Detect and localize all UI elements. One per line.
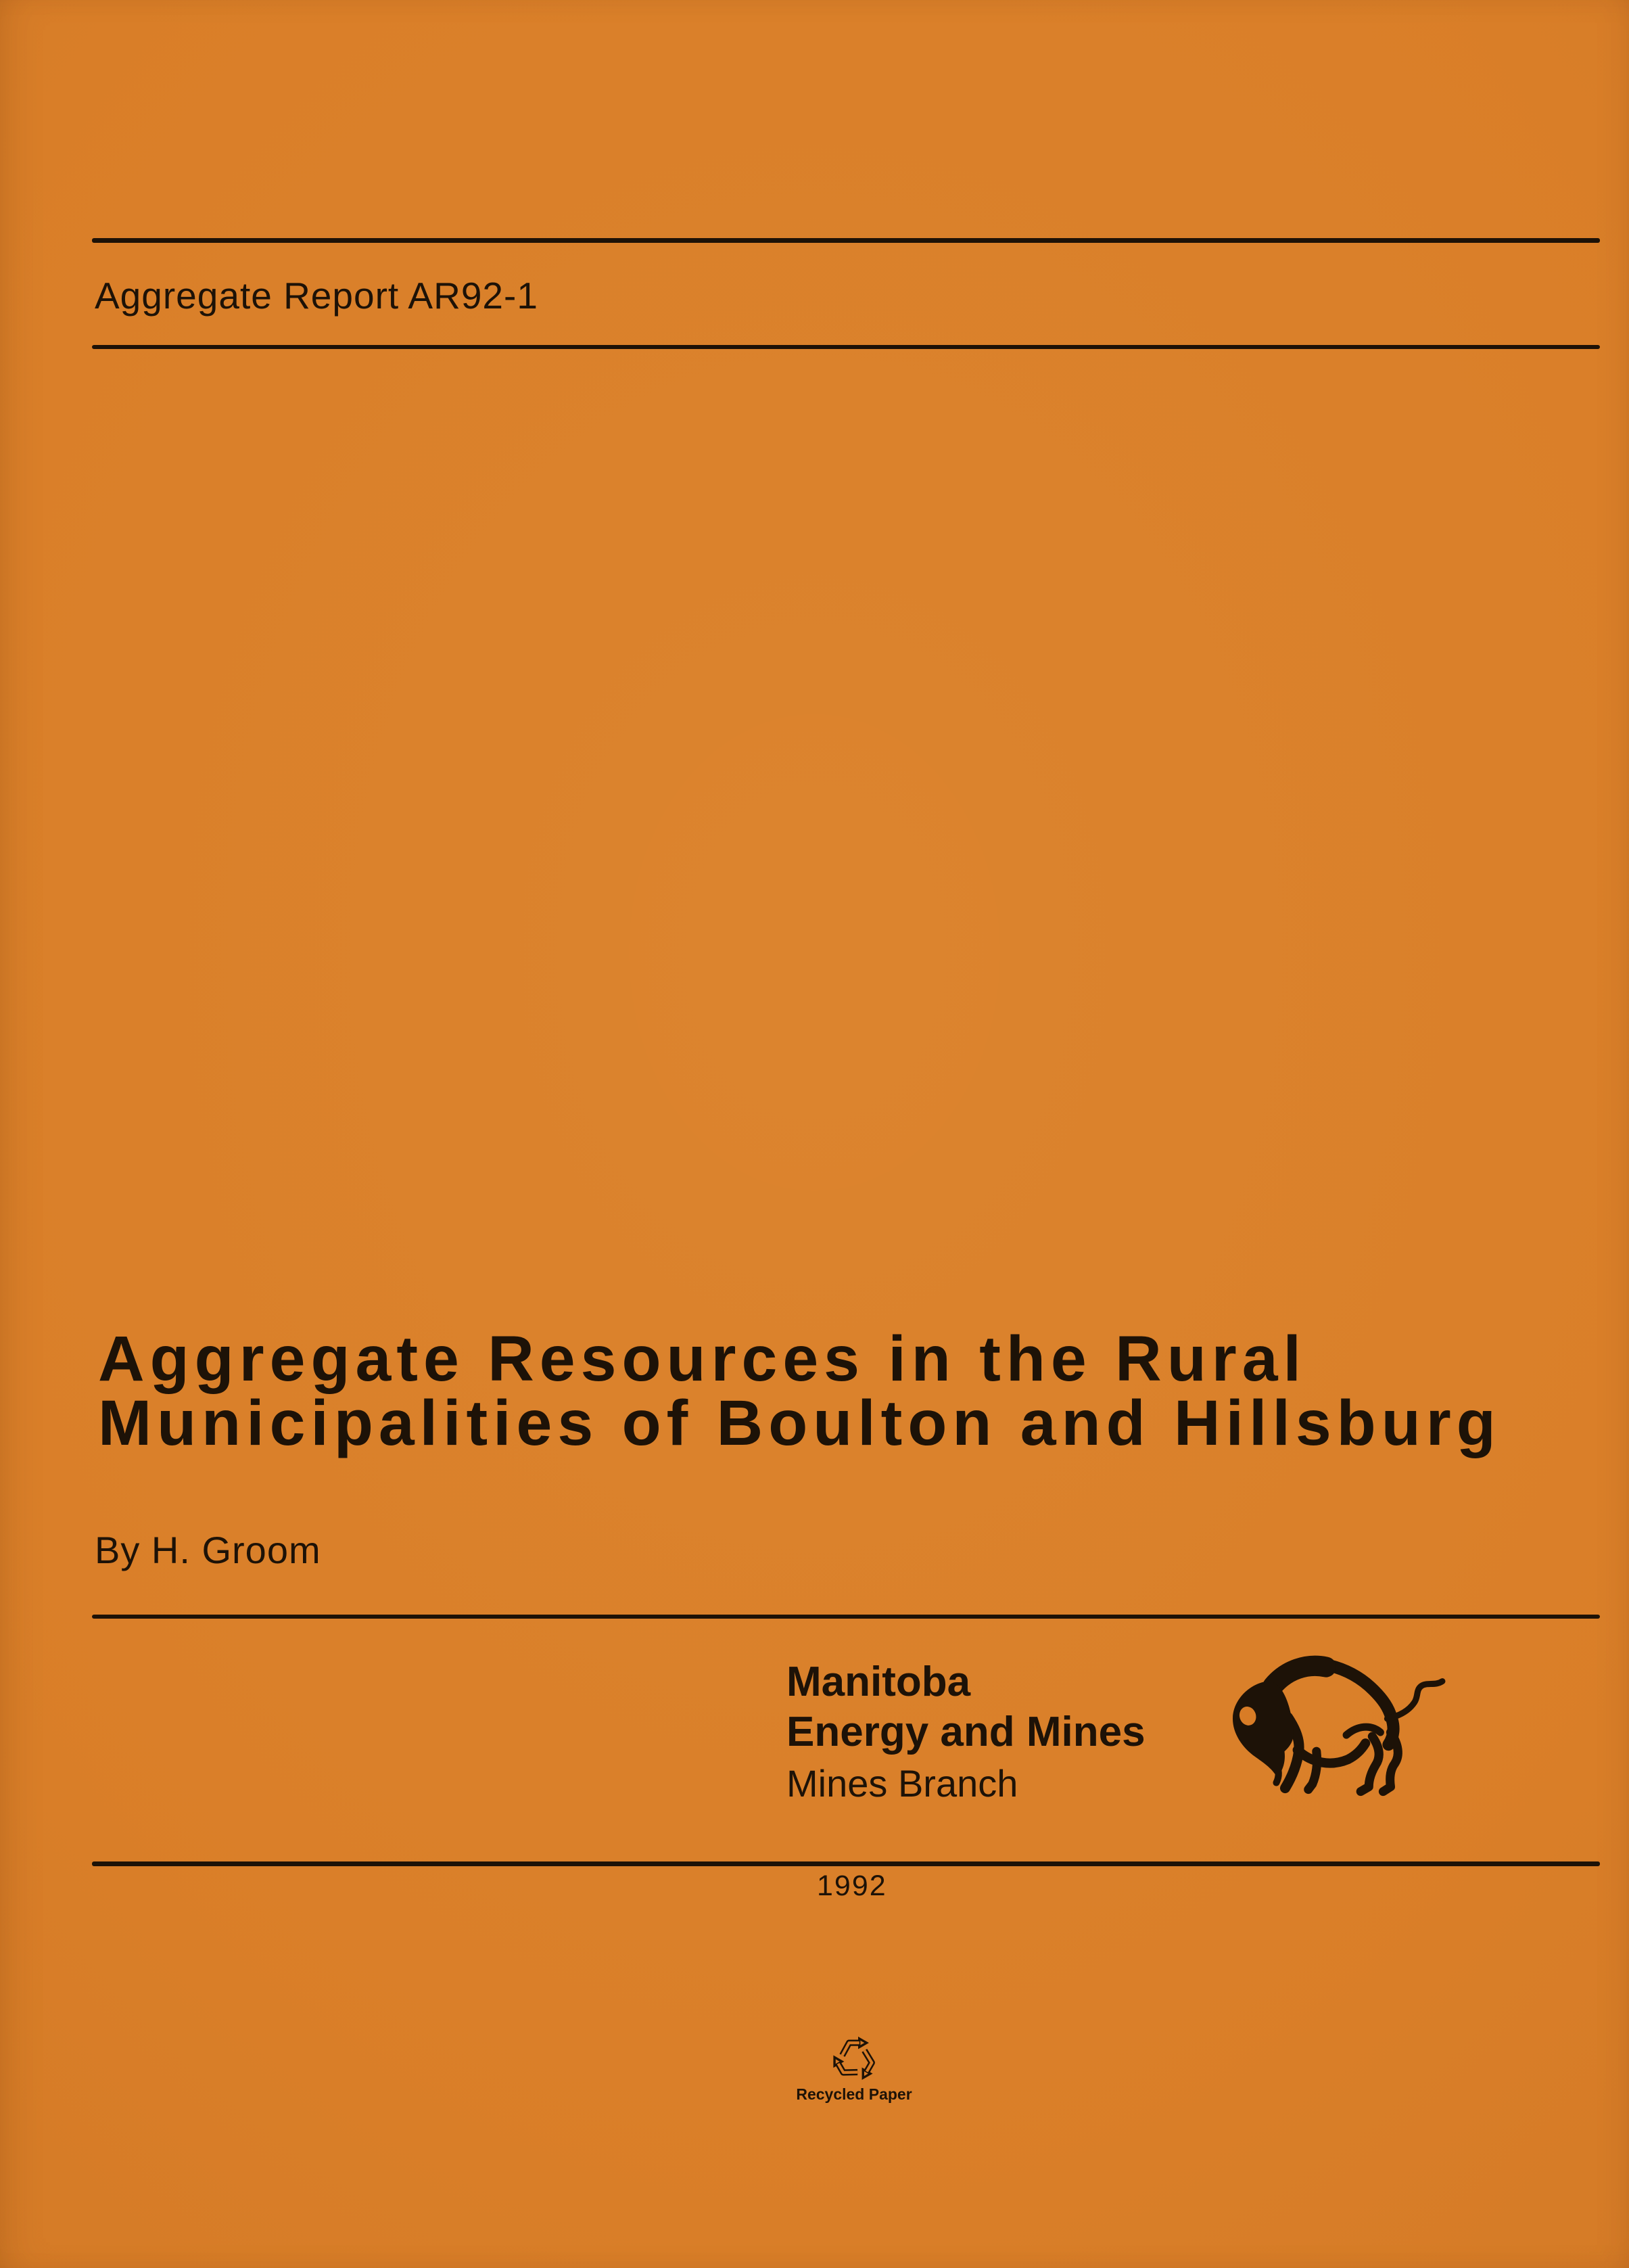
publisher-branch: Mines Branch — [786, 1762, 1018, 1805]
publisher-top-rule — [92, 1615, 1600, 1619]
recycling-symbol-icon — [826, 2029, 883, 2086]
bison-icon — [1225, 1654, 1450, 1798]
publisher-name-line-2: Energy and Mines — [786, 1709, 1146, 1755]
report-title — [98, 1323, 1501, 1459]
footer-rule — [92, 1861, 1600, 1866]
report-title-line-2: Municipalities of Boulton and Hillsburg — [98, 1387, 1501, 1459]
header-bottom-rule — [92, 345, 1600, 349]
report-number: Aggregate Report AR92-1 — [95, 275, 538, 317]
author-byline: By H. Groom — [95, 1529, 321, 1571]
publication-year: 1992 — [817, 1870, 887, 1902]
recycled-paper-label: Recycled Paper — [796, 2085, 912, 2103]
publisher-name-line-1: Manitoba — [786, 1659, 971, 1705]
header-top-rule — [92, 238, 1600, 243]
report-title-line-1: Aggregate Resources in the Rural — [98, 1323, 1306, 1395]
